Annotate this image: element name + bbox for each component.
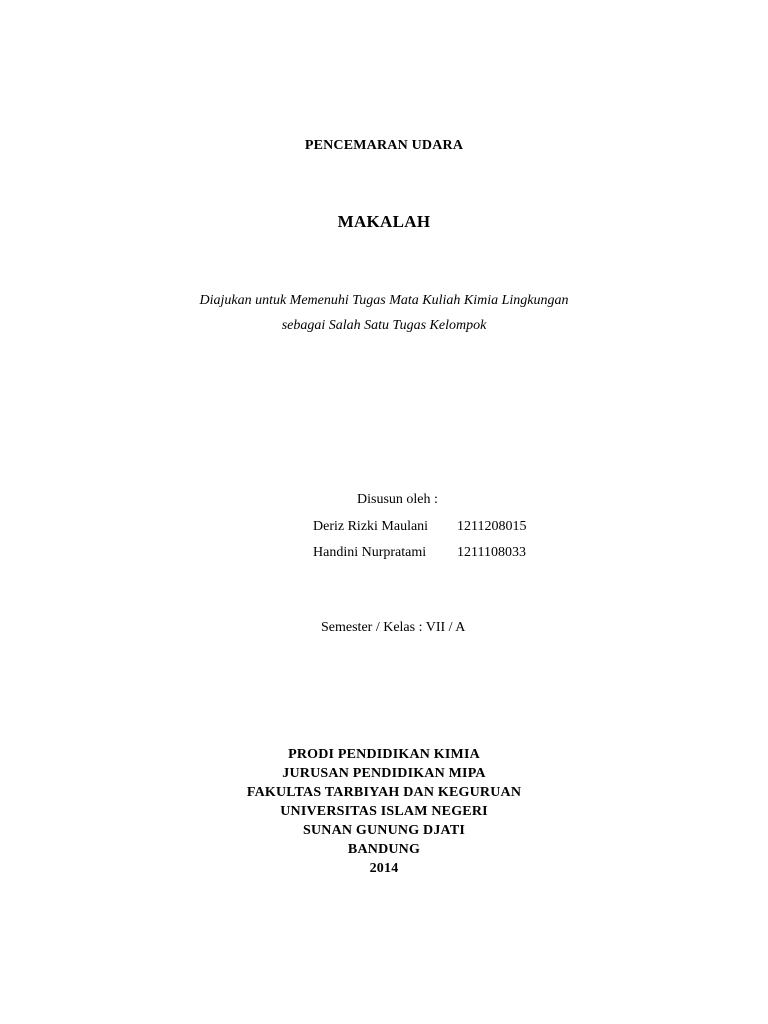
institution-line: FAKULTAS TARBIYAH DAN KEGURUAN bbox=[246, 785, 522, 800]
author-name: Handini Nurpratami bbox=[313, 545, 427, 560]
paper-title: PENCEMARAN UDARA bbox=[304, 138, 464, 153]
institution-line: JURUSAN PENDIDIKAN MIPA bbox=[282, 766, 486, 781]
author-nim: 1211208015 bbox=[457, 519, 527, 534]
purpose-line-1: Diajukan untuk Memenuhi Tugas Mata Kuliah Kimia Lingkungan bbox=[199, 293, 569, 308]
institution-line: BANDUNG bbox=[347, 842, 421, 857]
institution-line: SUNAN GUNUNG DJATI bbox=[302, 823, 466, 838]
institution-year: 2014 bbox=[369, 861, 399, 876]
institution-block bbox=[0, 745, 768, 878]
institution-line: UNIVERSITAS ISLAM NEGERI bbox=[280, 804, 488, 819]
author-row bbox=[313, 545, 526, 561]
author-row bbox=[313, 519, 526, 535]
document-type: MAKALAH bbox=[337, 212, 431, 231]
purpose-line-2: sebagai Salah Satu Tugas Kelompok bbox=[281, 318, 487, 333]
semester-class: Semester / Kelas : VII / A bbox=[321, 620, 466, 635]
authors-label: Disusun oleh : bbox=[357, 492, 438, 507]
author-name: Deriz Rizki Maulani bbox=[313, 519, 429, 534]
institution-line: PRODI PENDIDIKAN KIMIA bbox=[288, 747, 480, 762]
author-nim: 1211108033 bbox=[457, 545, 526, 560]
